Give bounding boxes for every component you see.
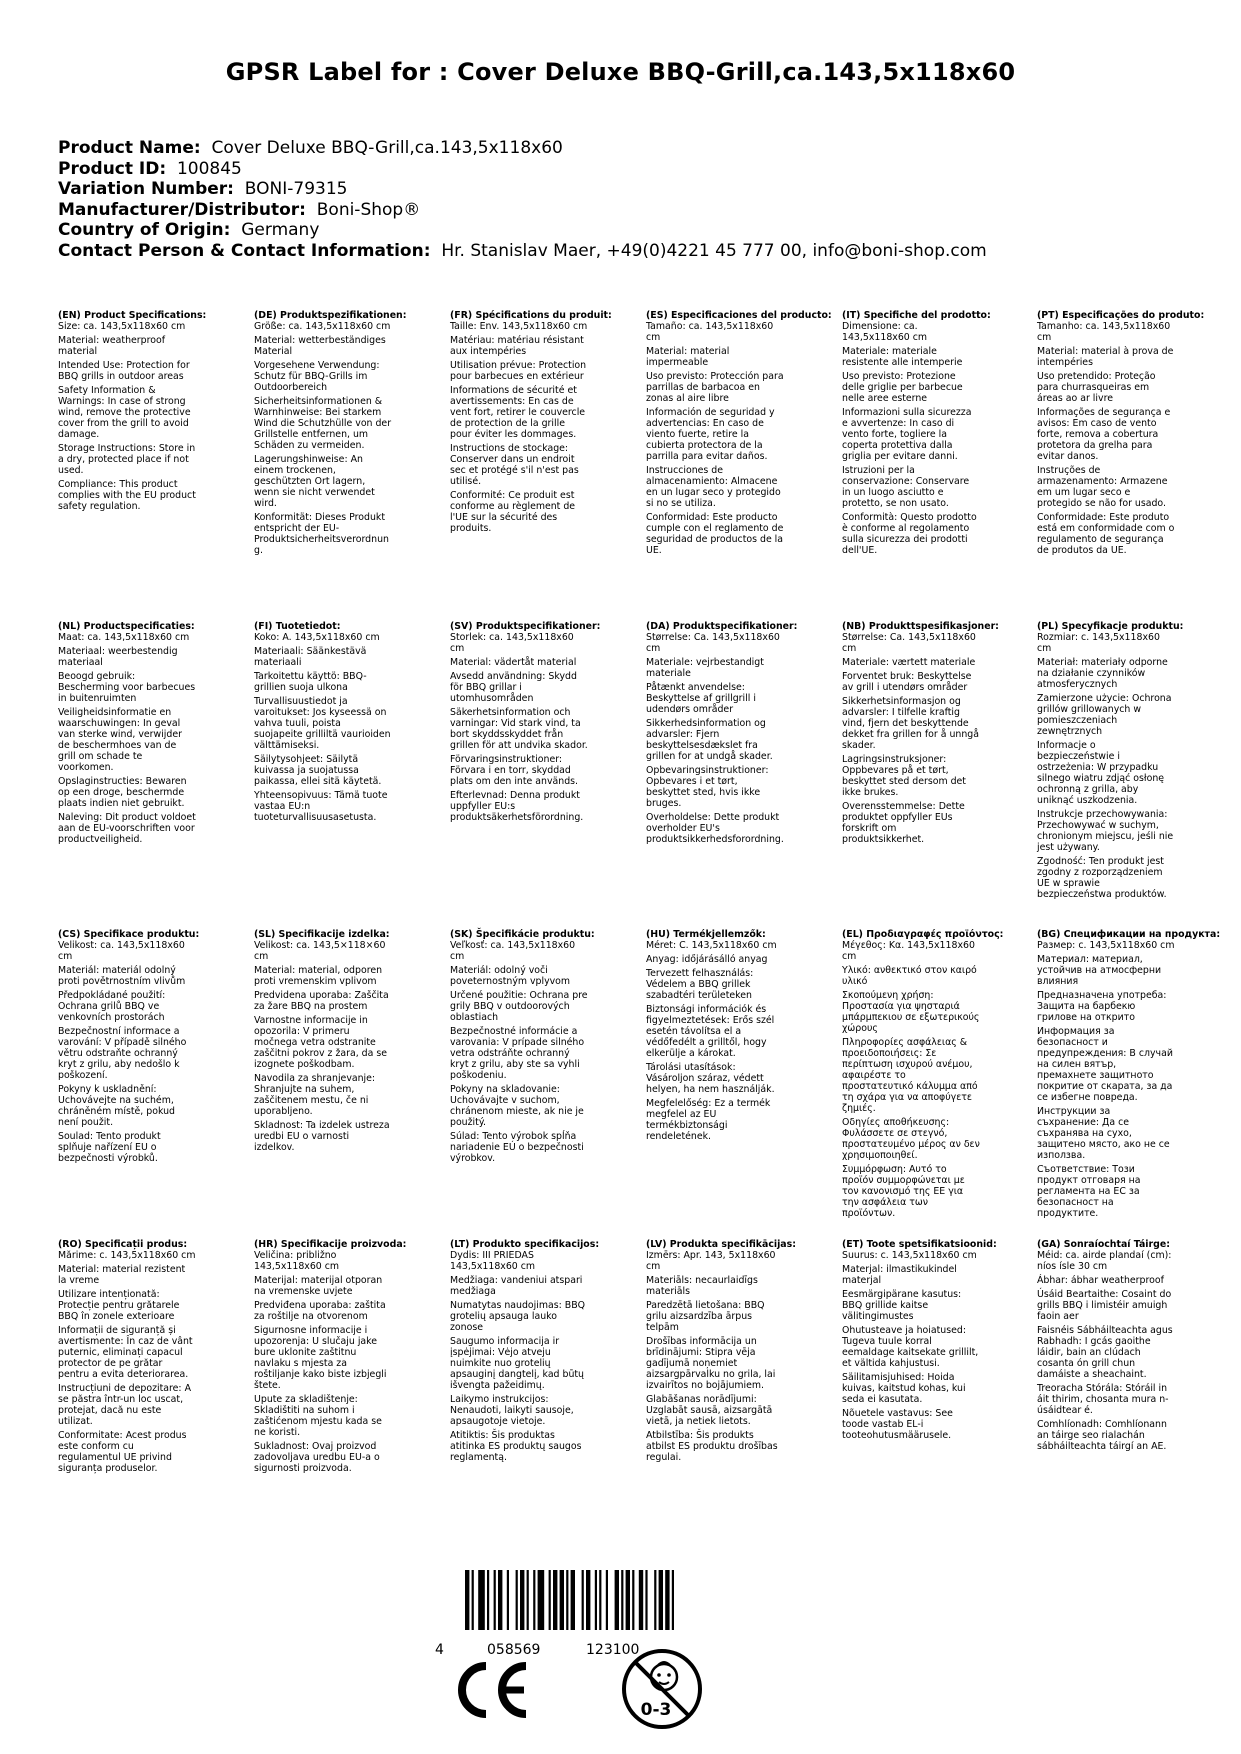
barcode-bar xyxy=(672,1570,674,1630)
spec-line: Intended Use: Protection for BBQ grills in outdoor areas xyxy=(58,360,190,382)
spec-line: Anyag: időjárásálló anyag xyxy=(646,954,768,965)
info-value: BONI-79315 xyxy=(244,179,348,200)
spec-column xyxy=(1037,1239,1175,1455)
info-label: Country of Origin: xyxy=(58,220,231,241)
spec-line: Saugumo informacija ir įspėjimai: Vėjo atveju nuimkite nuo grotelių apsauginį dangtelį, kad būtų išvengta pažeidimų. xyxy=(450,1336,585,1391)
spec-line: Uso pretendido: Proteção para churrasqueiras em áreas ao ar livre xyxy=(1037,371,1156,404)
spec-line: Opbevaringsinstruktioner: Opbevares i et tørt, beskyttet sted, hvis ikke bruges. xyxy=(646,765,769,809)
spec-heading: (BG) Спецификации на продукта: xyxy=(1037,929,1221,940)
spec-line: Material: wetterbeständiges Material xyxy=(254,335,386,357)
spec-line: Dydis: III PRIEDAS 143,5x118x60 cm xyxy=(450,1250,536,1272)
spec-line: Съответствие: Този продукт отговаря на регламента на ЕС за безопасност на продуктите. xyxy=(1037,1164,1141,1219)
spec-column xyxy=(254,1239,407,1477)
info-country xyxy=(58,220,1198,241)
spec-line: Předpokládané použití: Ochrana grilů BBQ ve venkovních prostorách xyxy=(58,990,166,1023)
barcode xyxy=(435,1570,695,1658)
spec-line: Beoogd gebruik: Bescherming voor barbecues in buitenruimten xyxy=(58,671,196,704)
spec-column xyxy=(254,310,407,559)
spec-line: Säkerhetsinformation och varningar: Vid stark vind, ta bort skyddsskyddet från grillen för att undvika skador. xyxy=(450,707,588,751)
spec-line: Eesmärgipärane kasutus: BBQ grillide kaitse välitingimustes xyxy=(842,1289,962,1322)
spec-column xyxy=(450,621,601,826)
barcode-bar xyxy=(586,1570,590,1630)
info-value: Germany xyxy=(241,220,320,241)
spec-line: Materiál: odolný voči poveternostným vplyvom xyxy=(450,965,571,987)
spec-line: Koko: A. 143,5x118x60 cm xyxy=(254,632,380,643)
spec-heading: (LT) Produkto specifikacijos: xyxy=(450,1239,600,1250)
spec-line: Rozmiar: c. 143,5x118x60 cm xyxy=(1037,632,1160,654)
spec-line: Skladnost: Ta izdelek ustreza uredbi EU o varnosti izdelkov. xyxy=(254,1120,390,1153)
spec-heading: (FI) Tuotetiedot: xyxy=(254,621,341,632)
spec-line: Σκοπούμενη χρήση: Προστασία για ψησταριά μπάρμπεκιου σε εξωτερικούς χώρους xyxy=(842,990,980,1034)
barcode-bar xyxy=(520,1570,524,1630)
spec-line: Material: material à prova de intempéries xyxy=(1037,346,1174,368)
spec-heading: (EL) Προδιαγραφές προϊόντος: xyxy=(842,929,1004,940)
barcode-bar xyxy=(645,1570,647,1630)
barcode-digit-lead: 4 xyxy=(435,1642,444,1658)
barcode-bar xyxy=(560,1570,564,1630)
barcode-bar xyxy=(659,1570,663,1630)
spec-line: Инструкции за съхранение: Да се съхранява на сухо, защитено място, ако не се използва. xyxy=(1037,1106,1170,1161)
spec-line: Méret: C. 143,5x118x60 cm xyxy=(646,940,777,951)
info-label: Contact Person & Contact Information: xyxy=(58,240,431,261)
spec-line: Lagringsinstruksjoner: Oppbevares på et tørt, beskyttet sted dersom det ikke brukes. xyxy=(842,754,966,798)
spec-line: Atitiktis: Šis produktas atitinka ES produktų saugos reglamentą. xyxy=(450,1430,582,1463)
spec-line: Safety Information & Warnings: In case of strong wind, remove the protective cover from the grill to avoid damage. xyxy=(58,385,191,440)
spec-line: Storage Instructions: Store in a dry, protected place if not used. xyxy=(58,443,196,476)
barcode-bar xyxy=(527,1570,529,1630)
spec-line: Sikkerhedsinformation og advarsler: Fjern beskyttelsesdækslet fra grillen for at undgå skader. xyxy=(646,718,773,762)
spec-line: Informations de sécurité et avertissements: En cas de vent fort, retirer le couvercle de protection de la grille pour éviter les dommages. xyxy=(450,385,586,440)
spec-line: Uso previsto: Protezione delle griglie per barbecue nelle aree esterne xyxy=(842,371,963,404)
spec-line: Instrukcje przechowywania: Przechowywać w suchym, chronionym miejscu, jeśli nie jest używany. xyxy=(1037,809,1174,853)
spec-heading: (SL) Specifikacije izdelka: xyxy=(254,929,390,940)
page-title: GPSR Label for : Cover Deluxe BBQ-Grill,ca.143,5x118x60 xyxy=(225,58,1016,86)
spec-line: Istruzioni per la conservazione: Conservare in un luogo asciutto e protetto, se non usato. xyxy=(842,465,970,509)
spec-line: Pokyny na skladovanie: Uchovávajte v suchom, chránenom mieste, ak nie je použitý. xyxy=(450,1084,584,1128)
barcode-digits-left: 058569 xyxy=(487,1642,541,1658)
spec-line: Navodila za shranjevanje: Shranjujte na suhem, zaščitenem mestu, če ni uporabljeno. xyxy=(254,1073,376,1117)
barcode-bar xyxy=(533,1570,535,1630)
info-contact xyxy=(58,241,1198,262)
spec-line: Bezpečnostní informace a varování: V případě silného větru odstraňte ochranný kryt z grilu, aby nedošlo k poškození. xyxy=(58,1026,187,1081)
spec-heading: (SV) Produktspecifikationer: xyxy=(450,621,601,632)
spec-line: Påtænkt anvendelse: Beskyttelse af grillgrill i udendørs områder xyxy=(646,682,756,715)
spec-line: Bezpečnostné informácie a varovania: V prípade silného vetra odstráňte ochranný kryt z grilu, aby ste sa vyhli poškodeniu. xyxy=(450,1026,585,1081)
info-label: Manufacturer/Distributor: xyxy=(58,199,306,220)
spec-column xyxy=(254,929,392,1156)
ce-mark-icon xyxy=(452,1658,532,1722)
barcode-bar xyxy=(566,1570,568,1630)
spec-line: Veiligheidsinformatie en waarschuwingen: In geval van sterke wind, verwijder de beschermhoes van de grill om schade te voorkomen. xyxy=(58,707,182,773)
info-value: 100845 xyxy=(176,158,242,179)
barcode-bar xyxy=(626,1570,630,1630)
spec-line: Suurus: c. 143,5x118x60 cm xyxy=(842,1250,977,1261)
barcode-bar xyxy=(632,1570,634,1630)
spec-heading: (ET) Toote spetsifikatsioonid: xyxy=(842,1239,997,1250)
spec-line: Megfelelőség: Ez a termék megfelel az EU termékbiztonsági rendeletének. xyxy=(646,1098,771,1142)
barcode-bar xyxy=(494,1570,496,1630)
spec-line: Utilizare intenționată: Protecție pentru grătarele BBQ în zonele exterioare xyxy=(58,1289,180,1322)
spec-line: Drošības informācija un brīdinājumi: Stipra vēja gadījumā noņemiet aizsargpārvalku no grila, lai izvairītos no bojājumiem. xyxy=(646,1336,776,1391)
spec-line: Vorgesehene Verwendung: Schutz für BBQ-Grills im Outdoorbereich xyxy=(254,360,380,393)
spec-line: Uso previsto: Protección para parrillas de barbacoa en zonas al aire libre xyxy=(646,371,784,404)
barcode-digits-right: 123100 xyxy=(586,1642,640,1658)
spec-heading: (NB) Produkttspesifikasjoner: xyxy=(842,621,999,632)
spec-line: Treoracha Stórála: Stóráil in áit thirim, chosanta mura n-úsáidtear é. xyxy=(1037,1383,1169,1416)
spec-line: Instrucțiuni de depozitare: A se păstra într-un loc uscat, protejat, dacă nu este utilizat. xyxy=(58,1383,191,1427)
spec-line: Utilisation prévue: Protection pour barbecues en extérieur xyxy=(450,360,587,382)
spec-heading: (RO) Specificații produs: xyxy=(58,1239,188,1250)
spec-line: Material: material rezistent la vreme xyxy=(58,1264,186,1286)
barcode-bar xyxy=(498,1570,502,1630)
spec-line: Sicherheitsinformationen & Warnhinweise: Bei starkem Wind die Schutzhülle von der Grillstelle entfernen, um Schäden zu vermeiden. xyxy=(254,396,392,451)
spec-line: Предназначена употреба: Защита на барбекю грилове на открито xyxy=(1037,990,1167,1023)
spec-line: Paredzētā lietošana: BBQ grilu aizsardzība ārpus telpām xyxy=(646,1300,765,1333)
info-label: Product ID: xyxy=(58,158,167,179)
spec-line: Yhteensopivuus: Tämä tuote vastaa EU:n tuoteturvallisuusasetusta. xyxy=(254,790,388,823)
spec-column xyxy=(58,310,207,515)
spec-line: Avsedd användning: Skydd för BBQ grillar i utomhusområden xyxy=(450,671,577,704)
barcode-bar xyxy=(621,1570,623,1630)
spec-line: Instruções de armazenamento: Armazene em um lugar seco e protegido se não for usado. xyxy=(1037,465,1168,509)
barcode-bar xyxy=(665,1570,669,1630)
barcode-bar xyxy=(478,1570,485,1630)
spec-line: Информация за безопасност и предупреждения: В случай на силен вятър, премахнете защитното покритие от скарата, за да се избегне повреда. xyxy=(1037,1026,1173,1103)
spec-line: Predviđena uporaba: zaštita za roštilje na otvorenom xyxy=(254,1300,386,1322)
spec-line: Zgodność: Ten produkt jest zgodny z rozporządzeniem UE w sprawie bezpieczeństwa produktów. xyxy=(1037,856,1167,900)
spec-line: Velikost: ca. 143,5x118x60 cm xyxy=(58,940,185,962)
spec-line: Určené použitie: Ochrana pre grily BBQ v outdoorových oblastiach xyxy=(450,990,588,1023)
spec-column xyxy=(254,621,392,826)
spec-line: Material: material impermeable xyxy=(646,346,730,368)
spec-column xyxy=(58,1239,196,1477)
spec-line: Zamierzone użycie: Ochrona grillów grillowanych w pomieszczeniach zewnętrznych xyxy=(1037,693,1172,737)
spec-line: Opslaginstructies: Bewaren op een droge, beschermde plaats indien niet gebruikt. xyxy=(58,776,187,809)
spec-heading: (HR) Specifikacije proizvoda: xyxy=(254,1239,407,1250)
spec-line: Konformität: Dieses Produkt entspricht der EU-Produktsicherheitsverordnung. xyxy=(254,512,389,556)
spec-line: Taille: Env. 143,5x118x60 cm xyxy=(450,321,588,332)
spec-line: Soulad: Tento produkt splňuje nařízení EU o bezpečnosti výrobků. xyxy=(58,1131,161,1164)
age-range-label: 0-3 xyxy=(640,1700,672,1720)
spec-line: Numatytas naudojimas: BBQ grotelių apsauga lauko zonose xyxy=(450,1300,586,1333)
spec-heading: (CS) Specifikace produktu: xyxy=(58,929,200,940)
spec-line: Overholdelse: Dette produkt overholder EU's produktsikkerhedsforordning. xyxy=(646,812,784,845)
spec-line: Atbilstība: Šis produkts atbilst ES produktu drošības regulai. xyxy=(646,1430,778,1463)
spec-heading: (NL) Productspecificaties: xyxy=(58,621,195,632)
spec-line: Información de seguridad y advertencias: En caso de viento fuerte, retire la cubierta protectora de la parrilla para evitar daños. xyxy=(646,407,775,462)
spec-heading: (SK) Špecifikácie produktu: xyxy=(450,929,595,940)
spec-line: Conformidad: Este producto cumple con el reglamento de seguridad de productos de la UE. xyxy=(646,512,784,556)
spec-column xyxy=(646,621,798,848)
spec-line: Conformité: Ce produit est conforme au règlement de l'UE sur la sécurité des produits. xyxy=(450,490,576,534)
spec-line: Material: vädertåt material xyxy=(450,657,577,668)
info-value: Cover Deluxe BBQ-Grill,ca.143,5x118x60 xyxy=(211,138,563,158)
spec-line: Materiaali: Säänkestävä materiaali xyxy=(254,646,367,668)
barcode-bar xyxy=(606,1570,608,1630)
spec-line: Säilitamisjuhised: Hoida kuivas, kaitstud kohas, kui seda ei kasutata. xyxy=(842,1372,966,1405)
spec-line: Materiale: materiale resistente alle intemperie xyxy=(842,346,963,368)
spec-line: Conformidade: Este produto está em conformidade com o regulamento de segurança de produtos da UE. xyxy=(1037,512,1175,556)
spec-column xyxy=(842,1239,997,1444)
barcode-bar xyxy=(538,1570,545,1630)
spec-line: Μέγεθος: Κα. 143,5x118x60 cm xyxy=(842,940,975,962)
spec-line: Συμμόρφωση: Αυτό το προϊόν συμμορφώνεται με τον κανονισμό της ΕΕ για την ασφάλεια των προϊόντων. xyxy=(842,1164,965,1219)
spec-heading: (PT) Especificações do produto: xyxy=(1037,310,1205,321)
spec-line: Sigurnosne informacije i upozorenja: U slučaju jake bure uklonite zaštitnu navlaku s mjesta za roštiljanje kako biste izbjegli štete. xyxy=(254,1325,387,1391)
spec-line: Faisnéis Sábháilteachta agus Rabhadh: I gcás gaoithe láidir, bain an clúdach cosanta ón grill chun damáiste a sheachaint. xyxy=(1037,1325,1173,1380)
spec-line: Материал: материал, устойчив на атмосферни влияния xyxy=(1037,954,1162,987)
spec-line: Instrucciones de almacenamiento: Almacene en un lugar seco y protegido si no se utiliza. xyxy=(646,465,781,509)
spec-line: Tamaño: ca. 143,5x118x60 cm xyxy=(646,321,774,343)
info-product-id xyxy=(58,159,1198,180)
barcode-bar xyxy=(615,1570,619,1630)
spec-line: Materiał: materiały odporne na działanie czynników atmosferycznych xyxy=(1037,657,1168,690)
info-value: Boni-Shop® xyxy=(316,199,421,220)
spec-line: Materiāls: necaurlaidīgs materiāls xyxy=(646,1275,758,1297)
spec-line: Informacje o bezpieczeństwie i ostrzeżenia: W przypadku silnego wiatru zdjąć osłonę ochronną z grilla, aby uniknąć uszkodzenia. xyxy=(1037,740,1165,806)
spec-line: Sikkerhetsinformasjon og advarsler: I tilfelle kraftig vind, fjern det beskyttende dekket fra grillen for å unngå skader. xyxy=(842,696,979,751)
spec-line: Material: weatherproof material xyxy=(58,335,166,357)
spec-line: Materiale: vejrbestandigt materiale xyxy=(646,657,764,679)
barcode-bar xyxy=(582,1570,584,1630)
spec-line: Materjal: ilmastikukindel materjal xyxy=(842,1264,957,1286)
barcode-bar xyxy=(507,1570,509,1630)
spec-column xyxy=(646,1239,796,1466)
spec-line: Säilytysohjeet: Säilytä kuivassa ja suojatussa paikassa, ellei sitä käytetä. xyxy=(254,754,382,787)
spec-line: Matériau: matériau résistant aux intempéries xyxy=(450,335,584,357)
spec-column xyxy=(1037,929,1221,1222)
spec-line: Ábhar: ábhar weatherproof xyxy=(1037,1275,1164,1286)
barcode-bar xyxy=(654,1570,656,1630)
spec-line: Comhlíonadh: Comhlíonann an táirge seo rialachán sábháilteachta táirgí an AE. xyxy=(1037,1419,1167,1452)
spec-heading: (DA) Produktspecifikationer: xyxy=(646,621,798,632)
spec-line: Glabāšanas norādījumi: Uzglabāt sausā, aizsargātā vietā, ja netiek lietots. xyxy=(646,1394,773,1427)
spec-line: Størrelse: Ca. 143,5x118x60 cm xyxy=(646,632,780,654)
info-value: Hr. Stanislav Maer, +49(0)4221 45 777 00, info@boni-shop.com xyxy=(441,240,987,261)
spec-line: Förvaringsinstruktioner: Förvara i en torr, skyddad plats om den inte används. xyxy=(450,754,579,787)
spec-line: Material: material, odporen proti vremenskim vplivom xyxy=(254,965,383,987)
spec-line: Размер: с. 143,5x118x60 cm xyxy=(1037,940,1175,951)
spec-column xyxy=(450,1239,600,1466)
spec-line: Predvidena uporaba: Zaščita za žare BBQ na prostem xyxy=(254,990,389,1012)
spec-line: Materiaal: weerbestendig materiaal xyxy=(58,646,178,668)
barcode-bars xyxy=(465,1570,675,1640)
info-manufacturer xyxy=(58,200,1198,221)
spec-line: Naleving: Dit product voldoet aan de EU-voorschriften voor productveiligheid. xyxy=(58,812,196,845)
info-variation-number xyxy=(58,179,1198,200)
spec-column xyxy=(1037,621,1184,903)
spec-line: Πληροφορίες ασφάλειας & προειδοποιήσεις: Σε περίπτωση ισχυρού ανέμου, αφαιρέστε το προστατευτικό κάλυμμα από τη σχάρα για να αποφύγετε ζημιές. xyxy=(842,1037,978,1114)
barcode-bar xyxy=(595,1570,597,1630)
spec-line: Forventet bruk: Beskyttelse av grill i utendørs områder xyxy=(842,671,972,693)
spec-line: Størrelse: Ca. 143,5x118x60 cm xyxy=(842,632,976,654)
spec-line: Méid: ca. airde plandaí (cm): níos ísle 30 cm xyxy=(1037,1250,1172,1272)
spec-line: Dimensione: ca. 143,5x118x60 cm xyxy=(842,321,928,343)
product-info xyxy=(58,138,1198,262)
barcode-bar xyxy=(487,1570,489,1630)
spec-line: Varnostne informacije in opozorila: V primeru močnega vetra odstranite zaščitni pokrov z žara, da se izognete poškodbam. xyxy=(254,1015,387,1070)
spec-heading: (IT) Specifiche del prodotto: xyxy=(842,310,991,321)
barcode-bar xyxy=(553,1570,557,1630)
spec-line: Medžiaga: vandeniui atspari medžiaga xyxy=(450,1275,583,1297)
spec-line: Maat: ca. 143,5x118x60 cm xyxy=(58,632,190,643)
spec-heading: (PL) Specyfikacje produktu: xyxy=(1037,621,1184,632)
barcode-bar xyxy=(516,1570,518,1630)
spec-column xyxy=(646,310,832,559)
spec-line: Turvallisuustiedot ja varoitukset: Jos kyseessä on vahva tuuli, poista suojapeite grilliltä vaurioiden välttämiseksi. xyxy=(254,696,391,751)
barcode-bar xyxy=(465,1570,469,1630)
not-for-children-0-3-icon xyxy=(620,1647,704,1731)
spec-line: Informações de segurança e avisos: Em caso de vento forte, remova a cobertura protetora da grelha para evitar danos. xyxy=(1037,407,1171,462)
spec-line: Velikost: ca. 143,5×118×60 cm xyxy=(254,940,386,962)
spec-line: Storlek: ca. 143,5x118x60 cm xyxy=(450,632,574,654)
barcode-bar xyxy=(549,1570,551,1630)
barcode-bar xyxy=(639,1570,643,1630)
spec-line: Úsáid Beartaithe: Cosaint do grills BBQ i limistéir amuigh faoin aer xyxy=(1037,1289,1172,1322)
spec-heading: (EN) Product Specifications: xyxy=(58,310,207,321)
spec-heading: (LV) Produkta specifikācijas: xyxy=(646,1239,796,1250)
spec-line: Informații de siguranță și avertismente: În caz de vânt puternic, eliminați capacul protector de pe grătar pentru a evita deteriorarea. xyxy=(58,1325,193,1380)
spec-column xyxy=(58,621,196,848)
spec-line: Materiál: materiál odolný proti povětrnostním vlivům xyxy=(58,965,186,987)
spec-line: Compliance: This product complies with the EU product safety regulation. xyxy=(58,479,196,512)
spec-line: Pokyny k uskladnění: Uchovávejte na suchém, chráněném místě, pokud není použit. xyxy=(58,1084,175,1128)
spec-column xyxy=(646,929,784,1145)
spec-line: Tárolási utasítások: Vásároljon száraz, védett helyen, ha nem használják. xyxy=(646,1062,775,1095)
spec-column xyxy=(58,929,200,1167)
spec-column xyxy=(450,929,595,1167)
spec-line: Υλικό: ανθεκτικό στον καιρό υλικό xyxy=(842,965,977,987)
spec-line: Conformità: Questo prodotto è conforme al regolamento sulla sicurezza dei prodotti dell'UE. xyxy=(842,512,977,556)
spec-heading: (FR) Spécifications du produit: xyxy=(450,310,612,321)
info-label: Product Name: xyxy=(58,138,201,158)
spec-line: Overensstemmelse: Dette produktet oppfyller EUs forskrift om produktsikkerhet. xyxy=(842,801,965,845)
spec-line: Sukladnost: Ovaj proizvod zadovoljava uredbu EU-a o sigurnosti proizvoda. xyxy=(254,1441,380,1474)
barcode-bar xyxy=(571,1570,575,1630)
spec-line: Veľkosť: ca. 143,5x118x60 cm xyxy=(450,940,576,962)
barcode-bar xyxy=(599,1570,601,1630)
spec-line: Laikymo instrukcijos: Nenaudoti, laikyti sausoje, apsaugotoje vietoje. xyxy=(450,1394,574,1427)
spec-line: Upute za skladištenje: Skladištiti na suhom i zaštićenom mjestu kada se ne koristi. xyxy=(254,1394,382,1438)
spec-line: Biztonsági információk és figyelmeztetések: Erős szél esetén távolítsa el a védőfedélt a grilltől, hogy elkerülje a károkat. xyxy=(646,1004,775,1059)
spec-line: Tervezett felhasználás: Védelem a BBQ grillek szabadtéri területeken xyxy=(646,968,754,1001)
spec-heading: (DE) Produktspezifikationen: xyxy=(254,310,407,321)
spec-line: Veličina: približno 143,5x118x60 cm xyxy=(254,1250,340,1272)
spec-line: Súlad: Tento výrobok spĺňa nariadenie EÚ o bezpečnosti výrobkov. xyxy=(450,1131,584,1164)
spec-line: Informazioni sulla sicurezza e avvertenze: In caso di vento forte, togliere la coperta protettiva dalla griglia per evitare danni. xyxy=(842,407,972,462)
spec-line: Nõuetele vastavus: See toode vastab EL-i tooteohutusmäärusele. xyxy=(842,1408,953,1441)
spec-line: Tarkoitettu käyttö: BBQ-grillien suoja ulkona xyxy=(254,671,367,693)
spec-column xyxy=(450,310,612,537)
info-product-name xyxy=(58,138,1198,159)
spec-line: Materiale: værtett materiale xyxy=(842,657,976,668)
spec-heading: (ES) Especificaciones del producto: xyxy=(646,310,832,321)
spec-line: Conformitate: Acest produs este conform cu regulamentul UE privind siguranța produselor. xyxy=(58,1430,187,1474)
spec-column xyxy=(842,621,999,848)
info-label: Variation Number: xyxy=(58,179,234,200)
spec-line: Οδηγίες αποθήκευσης: Φυλάσσετε σε στεγνό, προστατευμένο μέρος αν δεν χρησιμοποιηθεί. xyxy=(842,1117,980,1161)
spec-line: Materijal: materijal otporan na vremenske uvjete xyxy=(254,1275,383,1297)
spec-line: Tamanho: ca. 143,5x118x60 cm xyxy=(1037,321,1171,343)
spec-line: Größe: ca. 143,5x118x60 cm xyxy=(254,321,391,332)
spec-line: Izmērs: Apr. 143, 5x118x60 cm xyxy=(646,1250,776,1272)
spec-column xyxy=(1037,310,1205,559)
spec-column xyxy=(842,310,991,559)
spec-line: Efterlevnad: Denna produkt uppfyller EU:s produktsäkerhetsförordning. xyxy=(450,790,584,823)
spec-line: Lagerungshinweise: An einem trockenen, geschützten Ort lagern, wenn sie nicht verwendet wird. xyxy=(254,454,375,509)
spec-line: Instructions de stockage: Conserver dans un endroit sec et protégé s'il n'est pas utilisé. xyxy=(450,443,579,487)
spec-heading: (GA) Sonraíochtaí Táirge: xyxy=(1037,1239,1170,1250)
spec-line: Mărime: c. 143,5x118x60 cm xyxy=(58,1250,196,1261)
barcode-bar xyxy=(472,1570,474,1630)
spec-column xyxy=(842,929,1004,1222)
spec-line: Size: ca. 143,5x118x60 cm xyxy=(58,321,186,332)
spec-line: Ohutusteave ja hoiatused: Tugeva tuule korral eemaldage kaitsekate grillilt, et vältida kahjustusi. xyxy=(842,1325,979,1369)
spec-heading: (HU) Termékjellemzők: xyxy=(646,929,766,940)
